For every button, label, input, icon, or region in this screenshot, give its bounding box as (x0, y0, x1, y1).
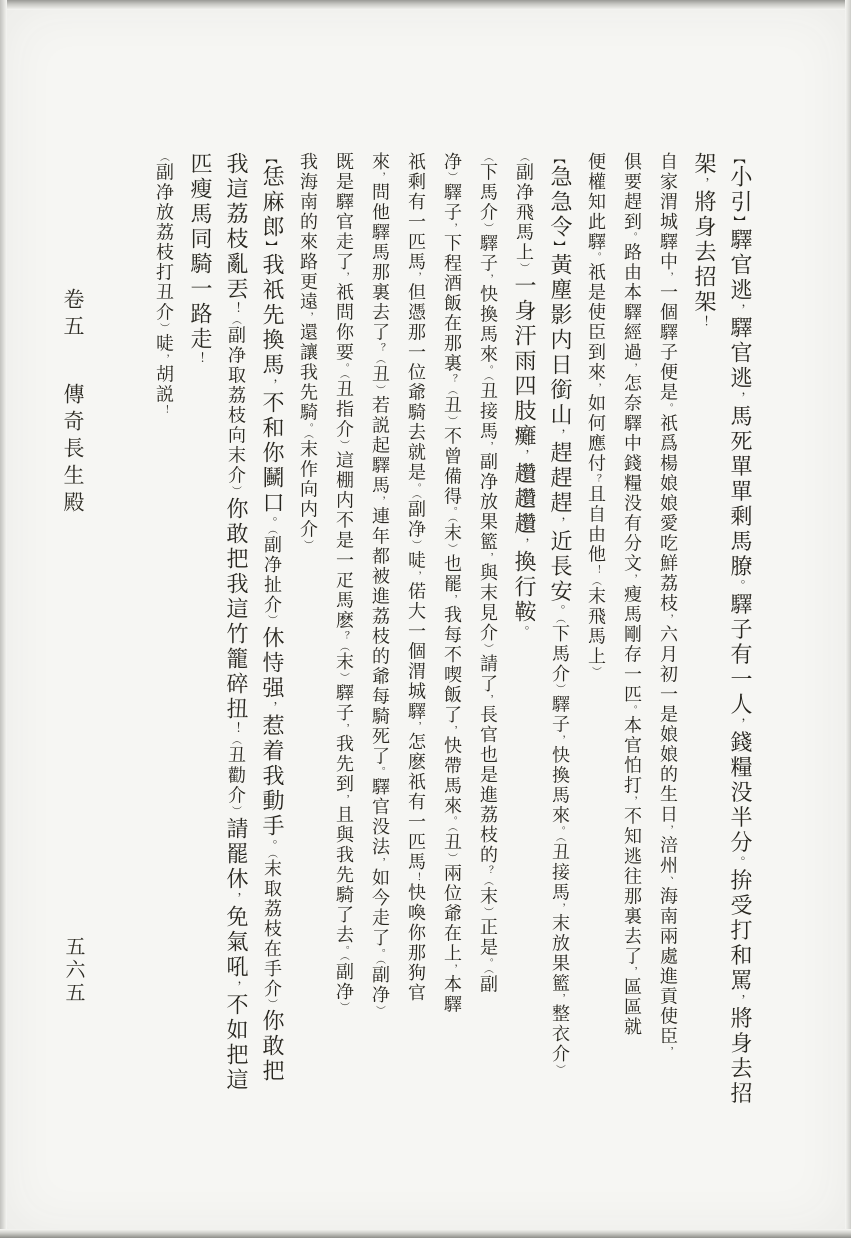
punctuation: ） (338, 439, 349, 451)
text-column-14 (253, 152, 289, 1108)
punctuation: ） (158, 322, 169, 334)
punctuation: 。 (552, 604, 566, 618)
punctuation: 】 (552, 240, 566, 254)
punctuation: （ (590, 575, 601, 587)
punctuation: 。 (374, 766, 385, 778)
book-title: 傳奇長生殿 (61, 382, 85, 518)
dialogue-segment: 我海南的來路更遠，還讓我先騎。（末作向内介） (297, 152, 318, 551)
dialogue-segment: 來，問他驛馬那裏去了？（丑）若説起驛馬，連年都被進荔枝的爺每騎死了。驛官没法，如今走了。（副净） (369, 152, 390, 1016)
punctuation: ， (446, 222, 457, 234)
punctuation: （ (302, 433, 313, 440)
scan-edge-left (0, 0, 7, 1238)
punctuation: （ (338, 641, 349, 653)
punctuation: ， (696, 177, 710, 191)
punctuation: ， (264, 701, 278, 715)
text-column-7 (505, 152, 541, 1108)
punctuation: ， (732, 993, 746, 1007)
punctuation: ， (516, 536, 530, 550)
punctuation: 。 (626, 704, 637, 716)
text-column-3 (649, 152, 685, 1108)
text-column-1 (721, 152, 757, 1108)
punctuation: （ (482, 375, 493, 382)
punctuation: （ (230, 735, 241, 746)
punctuation: ！ (228, 721, 242, 735)
punctuation: ） (446, 852, 457, 864)
punctuation: ， (732, 303, 746, 317)
text-column-5 (577, 152, 613, 1108)
punctuation: ， (662, 272, 673, 283)
punctuation: 。 (410, 482, 421, 494)
punctuation: 。 (446, 815, 457, 827)
punctuation: ！ (410, 872, 421, 884)
punctuation: ， (626, 795, 637, 807)
dialogue-segment: 俱要趕到。路由本驛經過，怎奈驛中錢糧没有分文，瘦馬剛存一匹。本官怕打，不知逃往那裏去了，區區就 (621, 152, 642, 1038)
lyric-segment: 架，將身去招架！ (691, 152, 716, 329)
punctuation: 。 (626, 232, 637, 243)
punctuation: ！ (696, 315, 710, 329)
punctuation: ） (554, 683, 565, 695)
punctuation: ， (626, 966, 637, 978)
punctuation: （ (374, 353, 385, 365)
punctuation: 。 (374, 948, 385, 960)
dialogue-segment: （副净取荔枝向末介） (225, 315, 246, 497)
punctuation: 】 (264, 240, 278, 254)
punctuation: （ (410, 493, 421, 500)
punctuation: 、 (662, 875, 673, 887)
punctuation: ， (554, 734, 565, 746)
lyric-segment: 【小引】驛官逃，驛官逃，馬死單單剩馬膫。驛子有一人，錢糧没半分。拚受打和罵，將身去招 (727, 152, 752, 1107)
punctuation: ， (552, 516, 566, 530)
lyric-segment: 請罷休，免氣吼，不如把這 (223, 816, 248, 1093)
punctuation: ， (410, 272, 421, 283)
text-column-16 (181, 152, 217, 1108)
punctuation: 。 (338, 945, 349, 956)
lyric-segment: 你敢把我這竹籠碎扭！ (223, 496, 248, 735)
punctuation: （ (230, 315, 241, 326)
punctuation: 。 (590, 252, 601, 263)
punctuation: ） (410, 539, 421, 551)
punctuation: （ (338, 373, 349, 380)
punctuation: ） (230, 486, 241, 497)
punctuation: ， (482, 441, 493, 453)
punctuation: ， (228, 891, 242, 905)
punctuation: 。 (732, 855, 746, 869)
text-column-13 (289, 152, 325, 1108)
dialogue-segment: （下馬介）驛子，快換馬來。（丑接馬，末放果籃，整衣介） (549, 617, 570, 1075)
punctuation: ， (338, 794, 349, 806)
dialogue-segment: 祇剩有一匹馬，但憑那一位爺騎去就是。（副净）唗，偌大一個渭城驛，怎麽祇有一匹馬！快喚你那狗官 (405, 152, 426, 1004)
dialogue-segment: （副净飛馬上） (513, 152, 534, 274)
text-column-12 (325, 152, 361, 1108)
lyric-segment: 一身汗雨四肢癱，趲趲趲，換行鞍。 (511, 273, 536, 639)
punctuation: ， (482, 552, 493, 564)
punctuation: ） (230, 805, 241, 817)
punctuation: ） (590, 666, 601, 678)
punctuation: ， (554, 993, 565, 1004)
text-column-17 (145, 152, 181, 1108)
punctuation: ， (410, 721, 421, 733)
dialogue-segment: （下馬介）驛子，快換馬來。（丑接馬，副净放果籃，與末見介）請了，長官也是進荔枝的？（末）正是。（副 (477, 152, 498, 995)
punctuation: ！ (158, 404, 169, 416)
punctuation: ！ (228, 302, 242, 316)
text-block (145, 152, 757, 1108)
dialogue-segment: （末取荔枝在手介） (261, 852, 282, 1010)
page-number: 五六五 (62, 936, 86, 1005)
punctuation: ） (482, 222, 493, 234)
punctuation: 。 (482, 957, 493, 969)
punctuation: ， (302, 312, 313, 323)
dialogue-segment: 既是驛官走了，祇問你要。（丑指介）這棚内不是一疋馬麽？（末）驛子，我先到，且與我先騎了去。（副净） (333, 152, 354, 1013)
punctuation: ？ (482, 865, 493, 876)
text-column-11 (361, 152, 397, 1108)
punctuation: ） (446, 172, 457, 183)
text-column-6 (541, 152, 577, 1108)
punctuation: ， (554, 902, 565, 914)
punctuation: 。 (554, 825, 565, 837)
punctuation: ， (228, 979, 242, 993)
punctuation: ） (338, 1001, 349, 1013)
punctuation: ， (446, 963, 457, 975)
punctuation: 。 (338, 362, 349, 374)
dialogue-segment: 自家渭城驛中，一個驛子便是。祇爲楊娘娘愛吃鮮荔枝，六月初一是娘娘的生日，涪州、海南兩處進貢使臣， (657, 152, 678, 1058)
punctuation: ） (518, 262, 529, 274)
punctuation: 。 (446, 506, 457, 518)
text-column-2 (685, 152, 721, 1108)
punctuation: ， (482, 273, 493, 285)
punctuation: （ (518, 152, 529, 163)
punctuation: （ (374, 959, 385, 966)
dialogue-segment: 便權知此驛。祇是使臣到來，如何應付？且自由他！（末飛馬上） (585, 152, 606, 678)
punctuation: 。 (264, 516, 278, 530)
punctuation: ， (446, 725, 457, 736)
punctuation: 。 (732, 579, 746, 593)
punctuation: ， (662, 613, 673, 625)
punctuation: ， (264, 378, 278, 392)
punctuation: ） (482, 643, 493, 655)
lyric-segment: 我這荔枝亂丟！ (223, 152, 248, 316)
punctuation: ） (266, 615, 277, 627)
text-column-10 (397, 152, 433, 1108)
punctuation: （ (446, 826, 457, 833)
punctuation: ， (158, 353, 169, 365)
text-column-8 (469, 152, 505, 1108)
text-column-9 (433, 152, 469, 1108)
scan-edge-right (845, 0, 851, 1238)
punctuation: （ (266, 529, 277, 536)
punctuation: ， (732, 391, 746, 405)
scan-edge-top (0, 0, 851, 10)
volume-label: 卷五 (61, 288, 85, 342)
punctuation: ） (338, 672, 349, 684)
punctuation: ） (446, 543, 457, 555)
dialogue-segment: （丑勸介） (225, 735, 246, 817)
punctuation: （ (554, 617, 565, 624)
punctuation: ） (374, 1005, 385, 1016)
punctuation: ， (626, 362, 637, 374)
punctuation: （ (446, 517, 457, 524)
punctuation: ， (374, 857, 385, 869)
text-column-15 (217, 152, 253, 1108)
punctuation: （ (158, 152, 169, 163)
punctuation: ， (338, 272, 349, 283)
punctuation: （ (338, 955, 349, 962)
punctuation: ， (732, 717, 746, 731)
punctuation: ， (374, 495, 385, 507)
punctuation: ？ (446, 373, 457, 385)
folio-header (59, 288, 86, 518)
punctuation: （ (446, 384, 457, 396)
punctuation: ， (662, 824, 673, 836)
lyric-segment: 【恁麻郎】我祇先換馬，不和你鬭口。 (259, 152, 284, 530)
punctuation: ） (374, 384, 385, 396)
dialogue-segment: （副净扯介） (261, 529, 282, 627)
punctuation: ！ (192, 352, 206, 366)
punctuation: ， (374, 172, 385, 183)
dialogue-segment: 净）驛子，下程酒飯在那裏？（丑）不曾備得。（末）也罷，我每不喫飯了，快帶馬來。（丑）兩位爺在上，本驛 (441, 152, 462, 1015)
punctuation: ， (590, 382, 601, 394)
lyric-segment: 你敢把 (259, 1009, 284, 1085)
punctuation: ， (552, 428, 566, 442)
punctuation: 。 (662, 402, 673, 414)
punctuation: 。 (516, 625, 530, 639)
punctuation: ） (482, 906, 493, 918)
punctuation: ， (662, 1046, 673, 1058)
punctuation: ， (626, 573, 637, 585)
scan-edge-bottom (0, 1229, 851, 1238)
punctuation: 【 (552, 152, 566, 166)
punctuation: ， (338, 723, 349, 735)
punctuation: ， (482, 694, 493, 706)
punctuation: 。 (482, 364, 493, 376)
punctuation: ， (446, 594, 457, 606)
punctuation: ） (446, 415, 457, 427)
punctuation: 。 (302, 422, 313, 434)
punctuation: 】 (732, 215, 746, 229)
lyric-segment: 休恃强，惹着我動手。 (259, 626, 284, 853)
punctuation: （ (482, 875, 493, 887)
punctuation: （ (554, 836, 565, 843)
punctuation: ， (516, 448, 530, 462)
punctuation: 【 (732, 152, 746, 166)
punctuation: （ (482, 968, 493, 975)
lyric-segment: 【急急令】黃塵影内日銜山，趕趕趕，近長安。 (547, 152, 572, 618)
punctuation: ） (266, 998, 277, 1010)
punctuation: ？ (590, 473, 601, 485)
punctuation: （ (266, 852, 277, 859)
punctuation: ） (554, 1063, 565, 1075)
punctuation: ？ (374, 342, 385, 354)
dialogue-segment: （副净放荔枝打丑介）唗，胡説！ (153, 152, 174, 416)
text-column-4 (613, 152, 649, 1108)
punctuation: ， (410, 570, 421, 582)
punctuation: 。 (264, 839, 278, 853)
punctuation: ？ (338, 630, 349, 642)
punctuation: 【 (264, 152, 278, 166)
punctuation: ！ (590, 564, 601, 576)
punctuation: （ (482, 152, 493, 163)
punctuation: ） (302, 539, 313, 551)
lyric-segment: 匹瘦馬同騎一路走！ (187, 152, 212, 366)
